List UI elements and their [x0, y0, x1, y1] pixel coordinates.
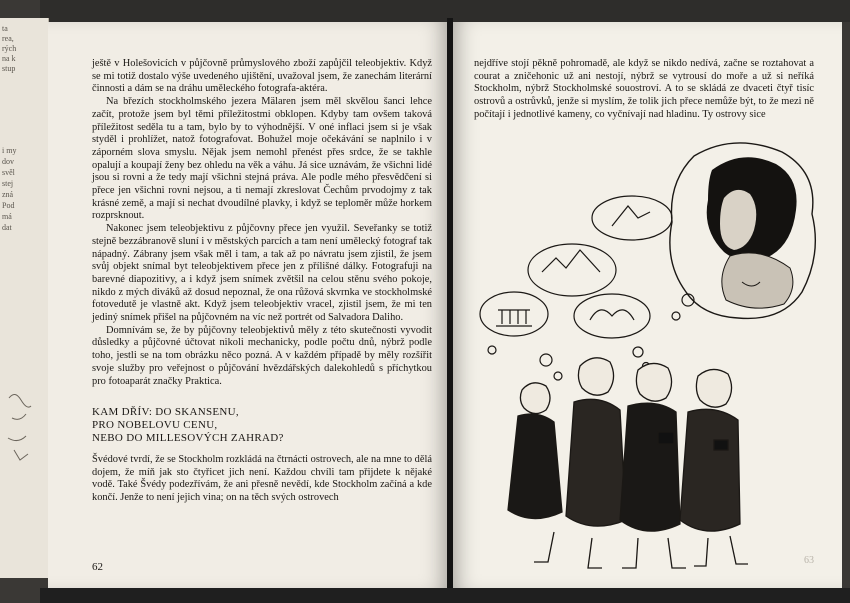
under-line: dat [2, 223, 12, 232]
heading-line: NEBO DO MILLESOVÝCH ZAHRAD? [92, 432, 284, 444]
left-closing-text [92, 454, 432, 505]
right-body-text [474, 58, 814, 122]
under-line: má [2, 212, 12, 221]
tourist-group [508, 358, 748, 568]
paragraph: Na březích stockholmského jezera Mälaren jsem měl skvělou šanci lehce začít, protože jsem byl těmi příležitostmi obklopen. Kdyby tam ovšem taková příležitost seděla tu a tam, bylo by to výhodnější. V oné inflaci jsem si je však styděl i prohlížet, natož fotografovat. Bohužel moje očekávání se naplnilo i v záporném slova smyslu. Nějak jsem nemohl přenést přes srdce, že se takhle opalují a koupají ženy bez ohledu na věk a váhu. Já sice uznávám, že všichni lidé jsou si rovni a že tedy mají všichni stejná práva. Ale podle mého přesvědčení si přece jen všichni rovni nejsou, a ti nemají zkreslovat Čechům prvodojmy z tak krásné země, a mají si nechat dvoudílné plavky, i když se teploměr může horkem rozprsknout. [92, 96, 432, 222]
underlying-page-edge [0, 18, 49, 578]
paragraph: nejdříve stojí pěkně pohromadě, ale když se nikdo nedívá, začne se roztahovat a courat a zničehonic už ani nestojí, nýbrž se vytrousí do moře a už si neříká Stockholm, nýbrž Stockholmské souostroví. A to se skládá ze dvaceti čtyř tisíc ostrovů a ostrůvků, jenže si myslím, že tolik jich přece nemůže být, to že mezi ně počítají i jednotlivé kameny, co vyčnívají nad hladinu. Ty ostrovy sice [474, 58, 814, 120]
paragraph: Domnívám se, že by půjčovny teleobjektivů měly z této skutečnosti vyvodit důsledky a půjčovné účtovat nikoli mechanicky, podle počtu dnů, nýbrž podle toho, jestli se na tom obrázku něco pozná. A v každém případě by měly rozšířit svoje služby pro veřejnost o půjčování hvězdářských dalekohledů s příchytkou pro fotoaparát značky Praktica. [92, 324, 432, 387]
page-number-left: 62 [92, 561, 103, 573]
under-line: rých [2, 44, 17, 53]
under-line: svěl [2, 168, 15, 177]
book-spine [447, 18, 453, 590]
woman-portrait [707, 157, 797, 308]
page-number-right: 63 [804, 555, 814, 566]
paragraph: Švédové tvrdí, že se Stockholm rozkládá na čtrnácti ostrovech, ale na mne to dělá dojem, že míň jak sto čtyřicet jich není. Každou chvíli tam přijdete k nějaké vodě. Také Švédy podezřívám, že ani přesně nevědí, kde Stockholm začíná a kde končí. Jenže to není jejich vina; on na těch svých ostrovech [92, 454, 432, 504]
under-line: Pod [2, 201, 15, 210]
heading-line: KAM DŘÍV: DO SKANSENU, [92, 406, 239, 418]
under-line: rea, [2, 34, 14, 43]
under-line: dov [2, 157, 14, 166]
under-line: stej [2, 179, 14, 188]
left-body-text [92, 58, 432, 388]
under-line: ta [2, 24, 8, 33]
section-heading [92, 406, 432, 445]
scanner-top-edge [40, 0, 850, 22]
paragraph: ještě v Holešovicích v půjčovně průmyslového zboží zapůjčil teleobjektiv. Když se mi totiž dostalo výše uvedeného ujištění, uvažoval jsem, že zanechám literární činnosti a dám se na dráhu uměleckého fotografa-aktéra. [92, 58, 432, 95]
heading-line: PRO NOBELOVU CENU, [92, 419, 218, 431]
under-line: na k [2, 54, 16, 63]
thought-bubbles [480, 196, 694, 380]
under-line: i my [2, 146, 17, 155]
underlying-sketch [4, 388, 44, 468]
paragraph: Nakonec jsem teleobjektivu z půjčovny přece jen využil. Seveřanky se totiž stejně bezzábranově sluní i v městských parcích a tam není umělecký fotograf tak nápadný. Zábrany jsem však měl i tam, a tak až po návratu jsem zjistil, že jsem svůj objekt snímal byt teleobjektivem přece jen z přílišné dálky. Fotografuji na barevné diapozitivy, a i když jsem snímek zvětšil na celou stěnu svého pokoje, nikdo z mých diváků až dosud nepoznal, že ona růžová skvrnka ve stockholmské fotovedutě je vlastně akt. Když jsem teleobjektiv vracel, zjistil jsem, že mi ten jediný snímek přišel na půjčovném na víc než portrét od Salvadora Daliho. [92, 223, 432, 324]
scanner-bottom-edge [40, 588, 850, 603]
under-line: zná [2, 190, 14, 199]
cartoon-illustration [462, 140, 830, 578]
under-line: stup [2, 64, 16, 73]
